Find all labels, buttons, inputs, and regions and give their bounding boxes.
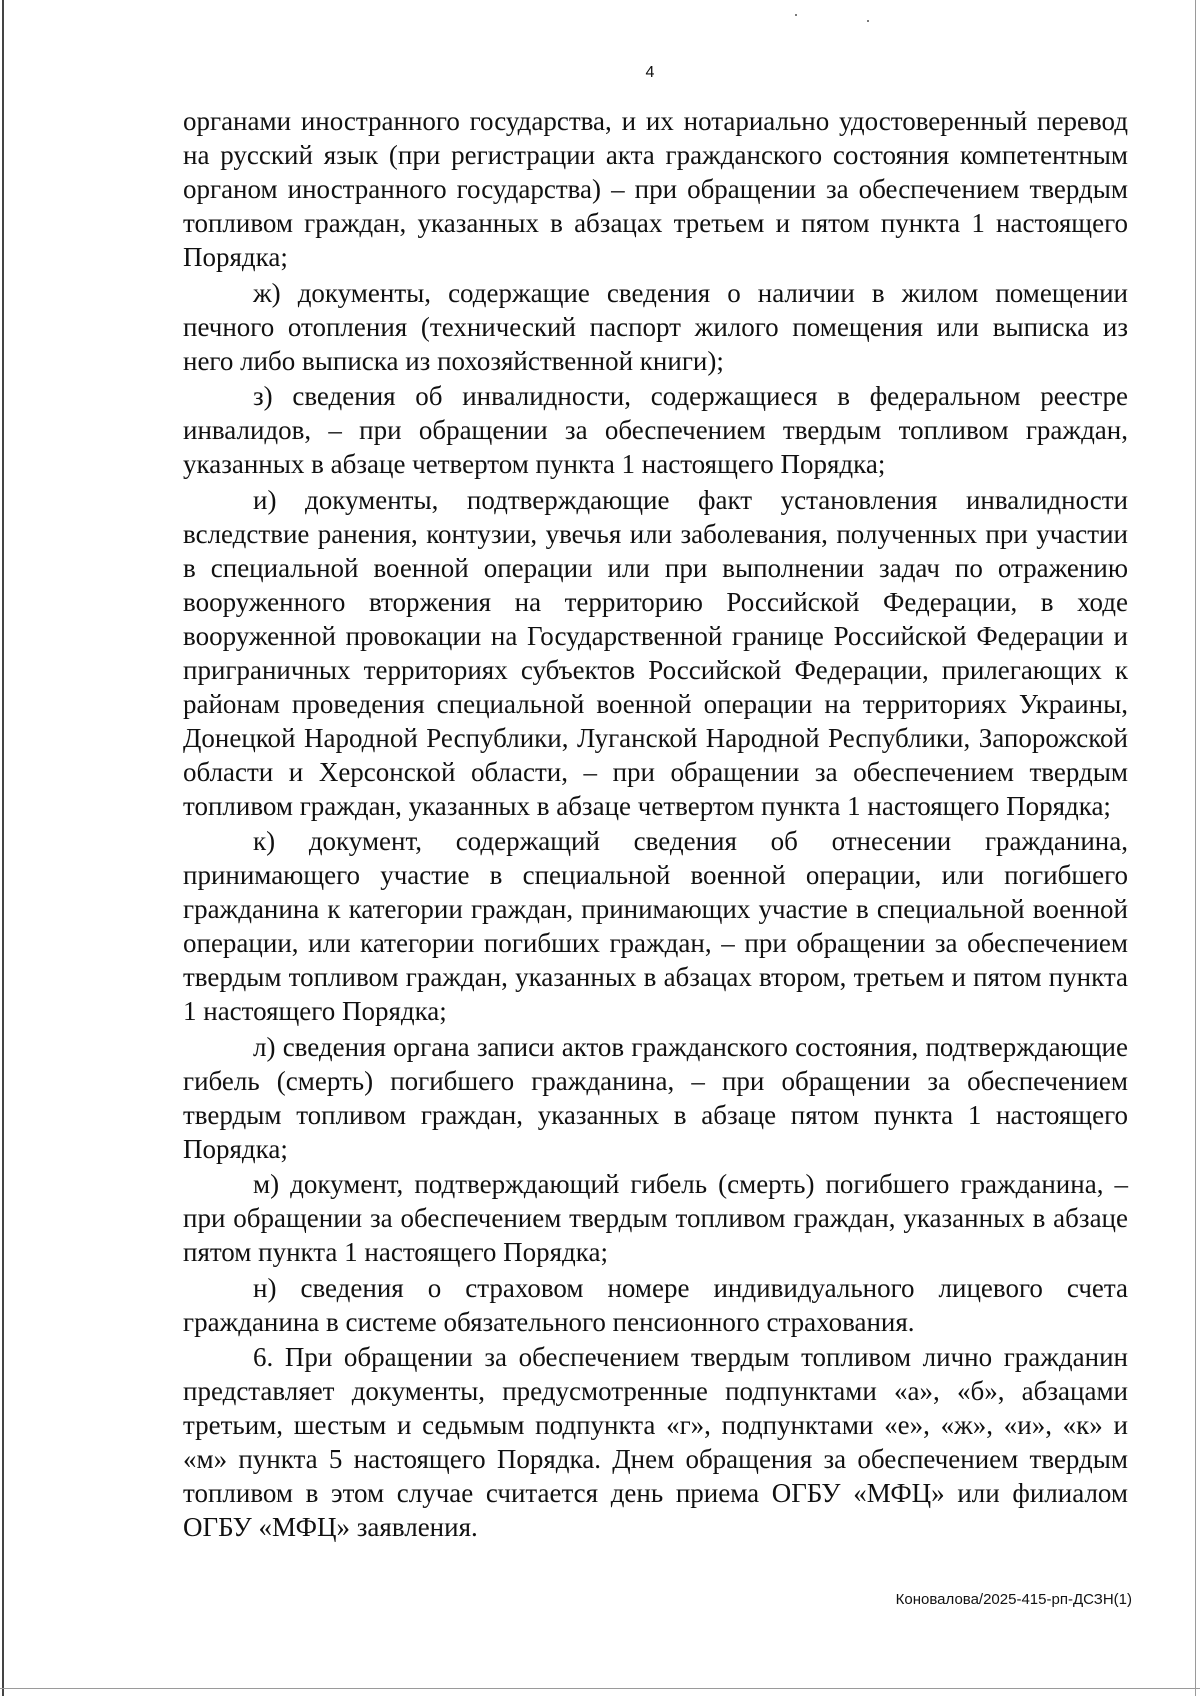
scan-edge-right <box>1195 0 1196 1696</box>
document-body <box>183 104 1128 1546</box>
scan-edge-left <box>2 0 4 1696</box>
paragraph-continuation: органами иностранного государства, и их нотариально удостоверенный перевод на русский язык (при регистрации акта гражданского состояния компетентным органом иностранного государства) – при обращении за обеспечением твердым топливом граждан, указанных в абзацах третьем и пятом пункта 1 настоящего Порядка; <box>183 106 1128 272</box>
paragraph-item-m: м) документ, подтверждающий гибель (смерть) погибшего гражданина, – при обращении за обеспечением твердым топливом граждан, указанных в абзаце пятом пункта 1 настоящего Порядка; <box>183 1169 1128 1267</box>
scan-speck <box>795 14 797 16</box>
paragraph-item-z: з) сведения об инвалидности, содержащиеся в федеральном реестре инвалидов, – при обращении за обеспечением твердым топливом граждан, указанных в абзаце четвертом пункта 1 настоящего Порядка; <box>183 381 1128 479</box>
paragraph-item-k: к) документ, содержащий сведения об отнесении гражданина, принимающего участие в специальной военной операции, или погибшего гражданина к категории граждан, принимающих участие в специальной военной операции, или категории погибших граждан, – при обращении за обеспечением твердым топливом граждан, указанных в абзацах втором, третьем и пятом пункта 1 настоящего Порядка; <box>183 826 1128 1026</box>
paragraph-item-l: л) сведения органа записи актов гражданского состояния, подтверждающие гибель (смерть) погибшего гражданина, – при обращении за обеспечением твердым топливом граждан, указанных в абзаце пятом пункта 1 настоящего Порядка; <box>183 1031 1128 1164</box>
paragraph-section-6: 6. При обращении за обеспечением твердым топливом лично гражданин представляет документы, предусмотренные подпунктами «а», «б», абзацами третьим, шестым и седьмым подпункта «г», подпунктами «е», «ж», «и», «к» и «м» пункта 5 настоящего Порядка. Днем обращения за обеспечением твердым топливом в этом случае считается день приема ОГБУ «МФЦ» или филиалом ОГБУ «МФЦ» заявления. <box>183 1342 1128 1542</box>
paragraph-item-i: и) документы, подтверждающие факт установления инвалидности вследствие ранения, контузии, увечья или заболевания, полученных при участии в специальной военной операции или при выполнении задач по отражению вооруженного вторжения на территорию Российской Федерации, в ходе вооруженной провокации на Государственной границе Российской Федерации и приграничных территориях субъектов Российской Федерации, прилегающих к районам проведения специальной военной операции на территориях Украины, Донецкой Народной Республики, Луганской Народной Республики, Запорожской области и Херсонской области, – при обращении за обеспечением твердым топливом граждан, указанных в абзаце четвертом пункта 1 настоящего Порядка; <box>183 484 1128 821</box>
scan-edge-bottom <box>0 1688 1200 1689</box>
scan-speck <box>867 20 869 22</box>
page-number: 4 <box>645 64 655 81</box>
paragraph-item-zh: ж) документы, содержащие сведения о наличии в жилом помещении печного отопления (технический паспорт жилого помещения или выписка из него либо выписка из похозяйственной книги); <box>183 277 1128 376</box>
paragraph-item-n: н) сведения о страховом номере индивидуального лицевого счета гражданина в системе обязательного пенсионного страхования. <box>183 1272 1128 1337</box>
document-reference-code: Коновалова/2025-415-рп-ДСЗН(1) <box>895 1591 1132 1608</box>
